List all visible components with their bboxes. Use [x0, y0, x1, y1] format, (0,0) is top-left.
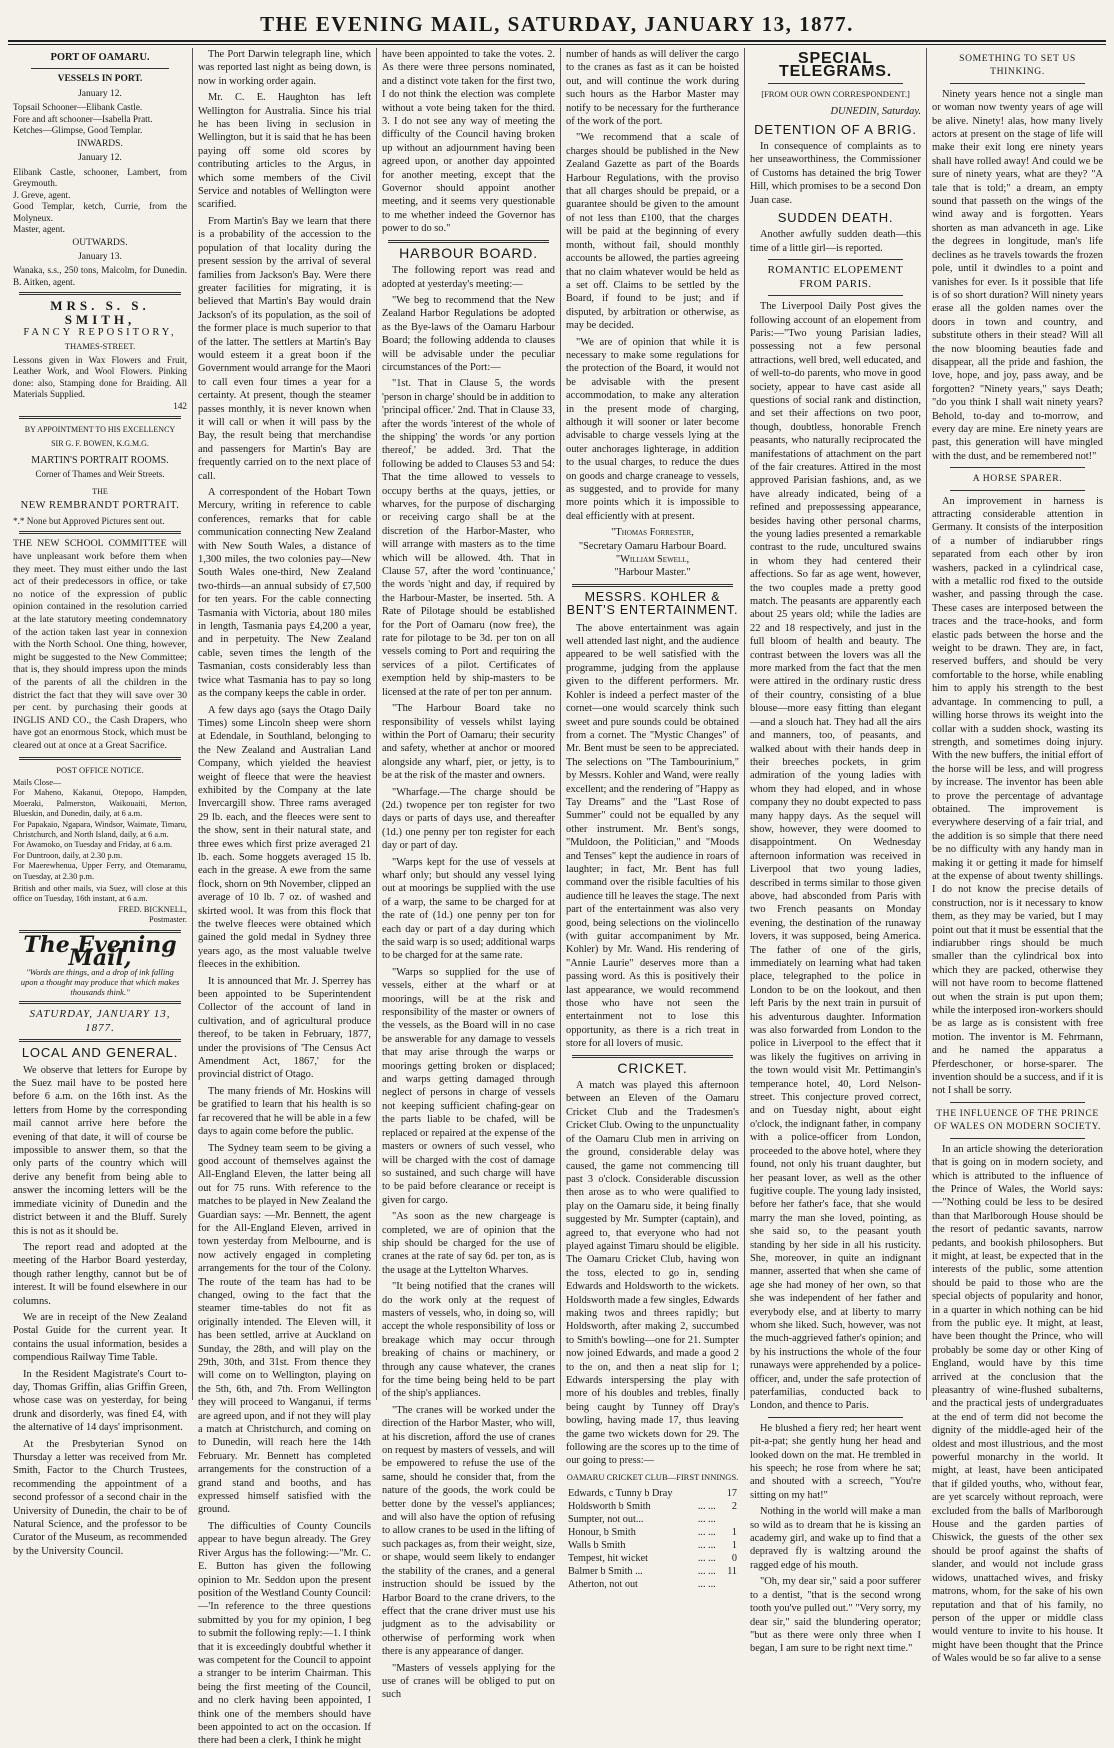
article-paragraph: The Liverpool Daily Post gives the following account of an elopement from Paris:—"Two young Parisian ladies, possessing not a few personal attractions, well bred, well educated, and of well-to-do parents, who move in good society, appear to have cast aside all questions of social rank and distinction, and set their affections on two poor, though, doubtless, honorable French peasants, who naturally reciprocated the manifestations of attachment on the part of the fair creatures. Attired in the most approved Parisian fashions, and, as we have already indicated, being of a refined and prepossessing appearance, besides having other personal charms, the young ladies presented a remarkable contrast to the rude, uncultured swains in whom they had centered their affections. So far as age went, however, the two couples made a pretty good match. The peasants are apparently each about 25 years old; while the ladies are 22 and 18 respectively, and just in the full bloom of health and beauty. The contrast between the lovers was all the more marked from the fact that the men were attired in the ordinary rustic dress of their country, consisting of a blue blouse—more easy fitting than elegant—and a slouch hat. They had all the airs and manners, too, of peasants, and walked about with their hands deep in their breeches pockets, in grim admiration of the young ladies with whom they had eloped, and in whose company they no doubt expected to pass many happy days. As the sequel will show, however, they were doomed to disappointment. On Wednesday afternoon information was received in Liverpool that two young ladies, described in terms similar to those given above, had absconded from Paris with two French peasants on Monday evening, the destination of the runaway lovers, it was supposed, being America. The father of one of the girls, immediately on learning what had taken place, telegraphed to the police in London to be on the lookout, and then left Paris by the next train in pursuit of his adventurous daughter. Information was also forwarded from London to the police in Liverpool to the effect that it was likely the fugitives on arriving in the town would visit Mr. Pettimangin's temperance hotel, 40, Lord Nelson-street. This conjecture proved correct, and on Tuesday night, about eight o'clock, the indignant father, in company with a police-officer from London, proceeded to the above hotel, where they found, not only his truant daughter, but her peasant lover, as well as the other fugitive couple. The young lady insisted, before her father's face, that she would marry the man she loved, pointing, as she said so, to the peasant youth standing by her side in all his rusticity. She, moreover, in quite an indignant manner, asserted that when she came of age she had money of her own, so that she was independent of her father and everybody else, and at liberty to marry whom she liked. Such, however, was not the much-aggrieved father's opinion; and by his instructions the whole of the four runaways were apprehended by a police-officer, and, under the safe protection of paterfamilias, conducted back to London, and thence to Paris. [750, 301, 921, 1412]
masthead-rule [8, 40, 1106, 42]
runs: 1 [731, 1527, 737, 1539]
column-3 [376, 48, 560, 1701]
runs [722, 1513, 739, 1526]
table-row [566, 1513, 739, 1526]
table-row [566, 1578, 739, 1591]
post-item: For Awamoko, on Tuesday and Friday, at 6 a.m. [13, 840, 173, 850]
article-paragraph: In an article showing the deterioration that is going on in modern society, and which is attributed to the influence of the Prince of Wales, the World says:—"Nothing could be less to be desired than that Marlborough House should be the resort of pedantic savants, narrow pedants, and bookish philosophers. But it might, at least, be expected that in the interests of the public, some attention should be paid to those who are the special objects of popularity and honor, in a quarter in which nothing can be hid from the public eye. It might, at least, have been thought the Prince, who will probably be some day or other King of England, would have by this time arrived at the conclusion that the pleasantry of wine-flushed subalterns, and the practical jests of undergraduates at the end of term did not become the dignity of the middle-aged heir of the oldest and most illustrious, and the most powerful monarchy in the world. It might, at least, have been anticipated that if gilded youths, who, without fear, are yet scarcely without reproach, were excluded from the balls of Marlborough House and the garden parties of Chiswick, the guests of the other sex should be proof against the shafts of slander, and would not include grass widows, unattached wives, and frisky matrons, whom, for the sake of his own reputation and that of his family, no person of the upper or middle class would venture to invite to his house. It might have been thought that the Prince of Wales would be so far alive to a sense [932, 1143, 1103, 1665]
article-paragraph: Another awfully sudden death—this time of a little girl—is reported. [750, 229, 921, 254]
harbour-heading: HARBOUR BOARD. [399, 244, 538, 261]
martin-advert [13, 423, 187, 527]
runs: 11 [727, 1566, 737, 1578]
article-paragraph: "Masters of vessels applying for the use of cranes will be obliged to put on such [382, 1662, 555, 1701]
governor-line: SIR G. F. BOWEN, K.G.M.G. [51, 438, 149, 448]
smith-title: MRS. S. S. SMITH, [50, 298, 150, 327]
dots: ... ... [697, 1553, 716, 1565]
batsman: Balmer b Smith ... [568, 1566, 643, 1578]
runs: 0 [731, 1553, 737, 1565]
signature: "Thomas Forrester, [611, 527, 694, 539]
martin-title: MARTIN'S PORTRAIT ROOMS. [31, 455, 169, 467]
postmaster-name: FRED. BICKNELL, [118, 904, 187, 914]
article-paragraph: We observe that letters for Europe by the Suez mail have to be posted here before 6 a.m. on the 16th inst. As the letters from Home by the corresponding mail cannot arrive here before the evening of that date, it will of course be impossible to answer them, so that the only parts of the country which will derive any benefit from being able to answer the incoming letters will be the immediate vicinity of Dunedin and the district between it and the Bluff. Surely this is not as it should be. [13, 1064, 187, 1237]
smith-advert [13, 299, 187, 412]
article-paragraph: "1st. That in Clause 5, the words 'person in charge' should be in addition to 'principal officer.' 2nd. That in Clause 33, after the words 'interest of the whole of the shipping' the words 'or any portion thereof,' be added. 3rd. That the following be added to Clauses 53 and 54: That the time allowed to vessels to occupy berths at the quays, jetties, or wharves, for the purpose of discharging or receiving cargo shall be at the discretion of the Harbor-Master, who will arrange with masters as to the time which will be allowed. 4th. That in Clause 57, after the word 'continuance,' the words 'night and day, if required by the Harbour-Master, be inserted. 5th. A Rate of Pilotage should be established for the Port of Oamaru (now free), the rate for pilotage to be 3d. per ton on all vessels coming to Port and requiring the services of a pilot. Certificates of exemption held by ship-masters to be licensed at the rate of per ton per annum. [382, 378, 555, 698]
column-6 [926, 48, 1108, 1665]
table-row [566, 1500, 739, 1513]
smith-number: 142 [173, 400, 187, 411]
article-paragraph: It is announced that Mr. J. Sperrey has been appointed to be Superintendent Collector of the account of land in cultivation, and of agricultural produce thereof, to be taken in February, 1877, under the provisions of 'The Census Act Amendment Act, 1867,' for the provincial district of Otago. [198, 975, 371, 1081]
divider [950, 1102, 1085, 1103]
divider [768, 295, 903, 296]
dunedin-dateline: DUNEDIN, Saturday. [830, 106, 921, 118]
divider [388, 240, 549, 243]
article-paragraph: number of hands as will deliver the cargo to the cranes as fast as it can be hoisted out, and will continue the work during such hours as the Harbor Master may notify to be necessary for the furtherance of the work of the port. [566, 49, 739, 128]
column-5 [744, 48, 926, 1655]
article-paragraph: A few days ago (says the Otago Daily Times) some Lincoln sheep were shorn at Edendale, in Southland, belonging to the New Zealand and Australian Land Company, which yielded the heaviest weight of fleece that were the heaviest exhibited by the Company at the late Invercargill show. Three rams averaged 29 lb. each, and the fleeces were sent to the show, sent in their natural state, and three ewes which first prize averaged 21 lb. each. Some hoggets averaged 15 lb. each in the grease. A ewe from the same flock, shorn on 9th November, clipped an average of 10 lb. 7 oz. of washed and skirted wool. It was from this flock that the twelve fleeces were obtained which gained the gold medal in Sydney three years ago, as the most valuable twelve fleeces in the exhibition. [198, 704, 371, 971]
smith-street: THAMES-STREET. [64, 340, 136, 351]
divider [19, 757, 181, 760]
batsman: Edwards, c Tunny b Dray [568, 1488, 673, 1500]
divider [572, 584, 733, 587]
port-heading: PORT OF OAMARU. [50, 52, 150, 63]
dots: ... ... [697, 1540, 716, 1552]
article-paragraph: "As soon as the new chargeage is completed, we are of opinion that the ship should be charged for the use of cranes at the rate of say 6d. per ton, as is the usage at the Lyttelton Wharves. [382, 1211, 555, 1276]
article-paragraph: "Oh, my dear sir," said a poor sufferer to a dentist, "that is the second wrong tooth you've pulled out." "Very sorry, my dear sir," said the blundering operator; "but as there were only three when I began, I am sure to be right next time." [750, 1576, 921, 1655]
smith-body: Lessons given in Wax Flowers and Fruit, Leather Work, and Wool Flowers. Pinking done: also, Stamping done for Braiding. All Materials Supplied. [13, 354, 187, 400]
article-paragraph: "We recommend that a scale of charges should be published in the New Zealand Gazette as part of the Boards Harbour Regulations, with the proviso that all charges should be prepaid, or a guarantee should be given to the amount of not less than £100, that the charges will be paid at the beginning of every month, without fail, should monthly accounts be allowed, the parties agreeing that no claim whatever would be held as a set off. Claims to be settled by the Board, if found to be just; and if disputed, by arbitration or otherwise, as may be decided. [566, 132, 739, 332]
divider [950, 1138, 1085, 1139]
smith-subtitle: FANCY REPOSITORY, [23, 327, 177, 339]
scorecard [566, 1487, 739, 1591]
sudden-death-heading: SUDDEN DEATH. [777, 210, 894, 226]
dots: ... ... [697, 1566, 716, 1578]
special-telegrams-heading: SPECIAL TELEGRAMS. [779, 50, 892, 81]
school-committee-advert: THE NEW SCHOOL COMMITTEE will have unpleasant work before them when they meet. They must either undo the last act of their predecessors in office, or take no notice of the expression of public opinion contained in the resolution carried at the late statutory meeting condemnatory of the action taken last year in connexion with the North School. One thing, however, might be suggested to the New Committee; that is, they should impress upon the minds of the parents of all the children in the district the fact that they will save over 30 per cent. by purchasing their goods at INGLIS AND CO., the Cash Drapers, who have got an enormous Stock, which must be cleared out at once at a Great Sacrifice. [13, 538, 187, 751]
article-paragraph: Mr. C. E. Haughton has left Wellington for Australia. Since his trial he has been living in seclusion in Wellington, but it is said that he has been paying off some old scores by contributing articles to the Argus, in which some members of the Civil Service and notables of Wellington were scarified. [198, 92, 371, 211]
divider [572, 1055, 733, 1058]
table-row [566, 1526, 739, 1539]
article-paragraph: "Wharfage.—The charge should be (2d.) twopence per ton register for two days or parts of days use, and thereafter (1d.) one penny per ton register for each day or part of day. [382, 786, 555, 852]
innings-heading: OAMARU CRICKET CLUB—FIRST INNINGS. [566, 1471, 739, 1482]
kohler-heading: MESSRS. KOHLER & BENT'S ENTERTAINMENT. [566, 589, 739, 618]
correspondent-line: [FROM OUR OWN CORRESPONDENT.] [761, 88, 910, 99]
post-item: For Papakaio, Ngapara, Windsor, Waimate, Timaru, Christchurch, and North Island, daily, at 6 a.m. [13, 819, 187, 839]
divider [19, 292, 181, 295]
divider [768, 259, 903, 260]
article-paragraph: "Warps kept for the use of vessels at wharf only; but should any vessel lying out at moorings be supplied with the use of a warp, the same to be charged for at the rate of (1d.) one penny per ton for each day or part of a day during which the said warp is so used; additional warps to be charged for at the same rate. [382, 856, 555, 962]
vessels-date: January 12. [78, 88, 122, 99]
article-paragraph: A match was played this afternoon between an Eleven of the Oamaru Cricket Club and the Tradesmen's Cricket Club. Owing to the unpunctuality of the Oamaru Club men in arriving on the ground, considerable delay was caused, the game not commencing till past 3 o'clock. Considerable discussion then arose as to who were qualified to play on the Oamaru side, it being finally suggested by Mr. Sumpter (captain), and agreed to, that everyone who had not played against Timaru should be eligible. The Oamaru Cricket Club, having won the toss, elected to go in, sending Edwards and Holdsworth to the wickets. Holdsworth made a few singles, Edwards making twos and threes rapidly; but Holdsworth, after making 2, succumbed to Smith's bowling—one for 21. Sumpter now joined Edwards, and made a good 2 to the on, and then a neat slip for 1; Edwards interspersing the play with more of his doubles and trebles, finally being caught by Tunney off Dray's bowling, having made 17, thus leaving the game two wickets down for 29. The following are the scores up to the time of our going to press:— [566, 1080, 739, 1467]
article-paragraph: The Port Darwin telegraph line, which was reported last night as being down, is now in working order again. [198, 49, 371, 87]
something-heading: SOMETHING TO SET US THINKING. [959, 53, 1076, 78]
article-paragraph: The following report was read and adopted at yesterday's meeting:— [382, 265, 555, 290]
article-paragraph: "We beg to recommend that the New Zealand Harbor Regulations be adopted as the Bye-laws of the Oamaru Harbour Board; the following addenda to clauses will be advisable under the peculiar circumstances of the Port:— [382, 294, 555, 373]
prince-heading: THE INFLUENCE OF THE PRINCE OF WALES ON MODERN SOCIETY. [934, 1107, 1101, 1133]
article-paragraph: We are in receipt of the New Zealand Postal Guide for the current year. It contains the usual information, besides a compendious Railway Time Table. [13, 1311, 187, 1364]
post-office-notice [13, 778, 187, 926]
inwards-heading: INWARDS. [77, 138, 123, 149]
article-paragraph: "It being notified that the cranes will do the work only at the request of masters of vessels, who, in doing so, will accept the whole responsibility of loss or breakage which may occur through breaking of chains or machinery, or through any cause whatever, the cranes for the time being being held to be part of the ship's appliances. [382, 1281, 555, 1400]
batsman: Holdsworth b Smith [568, 1501, 651, 1513]
masthead-rule-thin [8, 44, 1106, 45]
runs: 17 [726, 1488, 737, 1500]
article-paragraph: In the Resident Magistrate's Court to-day, Thomas Griffin, alias Griffin Green, whose case was on yesterday, for being drunk and disorderly, was fined £4, with the alternative of 14 days' imprisonment. [13, 1368, 187, 1434]
article-paragraph: "Warps so supplied for the use of vessels, either at the wharf or at moorings, will be at the risk and responsibility of the master or owners of the vessels, as the Board will in no case be answerable for any damage to vessels that may arise through the warps or moorings getting broken or displaced; and warps getting damaged through neglect of persons in charge of vessels not keeping sufficient chafing-gear on the parts liable to be chafed, will be replaced or repaired at the expense of the masters or owners of such vessel, who will be charged with the cost of damage so sustained, and such charge will have to be paid before clearance or receipt is given for cargo. [382, 966, 555, 1206]
divider [19, 416, 181, 419]
divider [950, 467, 1085, 468]
paper-name: The Evening Mail, [23, 931, 177, 971]
signature-title: "Secretary Oamaru Harbour Board. [578, 540, 727, 552]
outwards-date: January 13. [78, 251, 122, 262]
detention-heading: DETENTION OF A BRIG. [754, 121, 917, 137]
batsman: Sumpter, not out... [568, 1514, 644, 1526]
divider [19, 531, 181, 534]
approved-note: *.* None but Approved Pictures sent out. [13, 515, 165, 526]
divider [768, 1417, 903, 1418]
batsman: Tempest, hit wicket [568, 1553, 648, 1565]
article-paragraph: An improvement in harness is attracting considerable attention in Germany. It consists of the interposition of a number of indiarubber rings separated from each other by iron washers, packed in a cylindrical case, with a metallic rod fixed to the outside washer, and passing through the case. These cases are interposed between the traces and the trace-hooks, and form elastic pads between the horse and the weight to be drawn. They are, in fact, reserved buffers, and should be very comfortable to the horse, while enabling him to apply his strength to the best advantage. In commencing to pull, a willing horse throws its weight into the collar with a sudden shock, wasting its strength, and sometimes doing injury. With the new buffers, the initial effort of the horse will be less, and will progress by increase. The inventor has been able to prove the percentage of advantage obtained. The improvement is everywhere deserving of a fair trial, and the addition is so simple that there need be no difficulty with any handy man in making it or getting it made for himself at the expense of about twenty shillings. I do not know the precise details of construction, nor is it necessary to know them, as they may be varied, but I may point out that it must be essential that the indiarubber rings should be much smaller than the cylindrical box into which they are packed, otherwise they will not have room to become flattened out when the strain is put upon them; while the interposed iron-workers should be as large as is consistent with free motion. The inventor is M. Fehrmann, and he named the apparatus a Pferdeschoner, or horse-sparer. The invention should be a success, and if it is not I shall be sorry. [932, 495, 1103, 1097]
table-row [566, 1565, 739, 1578]
the-label: THE [92, 487, 108, 497]
article-paragraph: The Sydney team seem to be giving a good account of themselves against the All-England Eleven, the latter being all out for 75 runs. With reference to the matches to be played in New Zealand the Guardian says: —Mr. Bennett, the agent for the All-England Eleven, arrived in town yesterday from Melbourne, and is now actively engaged in completing arrangements for the tour of the Colony. The route of the team has had to be changed, owing to the fact that the steamer time-tables do not fit as originally intended. The Eleven will, it has been settled, arrive at Auckland on Sunday, the 28th, and will play on the 29th, 30th, and 31st. From thence they will come on to Wellington, playing on the 5th, 6th, and 7th. From Wellington they will proceed to Wanganui, if terms are agreed upon, and if not they will play a match at Christchurch, and coming on to Dunedin, will reach here the 14th February. Mr. Bennett has completed arrangements for the construction of a grand stand and booths, and has expressed himself satisfied with the ground. [198, 1142, 371, 1516]
divider [950, 490, 1085, 491]
local-heading: LOCAL AND GENERAL. [21, 1045, 179, 1061]
article-paragraph: Ninety years hence not a single man or woman now twenty years of age will be alive. Ninety! alas, how many lively actors at present on the stage of life will make their exit long ere ninety years shall have rolled away! And could we be sure of ninety years, what are they? "A tale that is told;" a dream, an empty sound that passeth on the wings of the wind away and is forgotten. Years shorten as man advanceth in age. Like the degrees in longitude, man's life declines as he travels towards the frozen pole, until it dwindles to a point and vanishes for ever. Is it possible that life is of so short duration? Will ninety years erase all the golden names over the doors in town and country, and substitute others in their stead? Will all the now blooming beauties fade and disappear, all the pride and fashion, the love, hope, and joy, pass away, and be forgotten? "Ninety years," says Death; "do you think I shall wait ninety years? Behold, to-day and to-morrow, and every day are mine. Ere ninety years are past, this generation will have mingled with the dust, and be remembered not!" [932, 88, 1103, 462]
post-item: For Maheno, Kakanui, Otepopo, Hampden, Moeraki, Palmerston, Waikouaiti, Merton, Blueskin, and Dunedin, daily, at 6 a.m. [13, 788, 187, 819]
batsman: Atherton, not out [568, 1579, 638, 1591]
dots: ... ... [697, 1527, 716, 1539]
outwards-heading: OUTWARDS. [72, 237, 128, 248]
post-item: For Duntroon, daily, at 2.30 p.m. [13, 850, 123, 860]
divider [19, 1039, 181, 1042]
runs [722, 1578, 739, 1591]
rembrandt-title: NEW REMBRANDT PORTRAIT. [20, 499, 180, 511]
article-paragraph: A correspondent of the Hobart Town Mercury, writing in reference to cable conferences, remarks that for cable communication connecting New Zealand with New South Wales, a distance of 1,300 miles, the two colonies pay—New South Wales one-third, New Zealand two-thirds—an annual subsidy of £7,500 for ten years. For the cable connecting Tasmania with Victoria, about 180 miles in length, Tasmania pays £4,200 a year, and in perpetuity. The New Zealand cable, seven times the length of the Tasmanian, costs considerably less than twice what Tasmania has to pay so long as the company keeps the cable in order. [198, 487, 371, 700]
divider [768, 83, 903, 84]
article-paragraph: The report read and adopted at the meeting of the Harbor Board yesterday, though rather lengthy, cannot but be of interest. It will be found elsewhere in our columns. [13, 1241, 187, 1307]
vessels-heading: VESSELS IN PORT. [57, 74, 143, 85]
signature-title: "Harbour Master." [614, 567, 691, 579]
appointment-line: BY APPOINTMENT TO HIS EXCELLENCY [24, 425, 176, 435]
dots: ... ... [697, 1579, 716, 1591]
article-paragraph: In consequence of complaints as to her unseaworthiness, the Commissioner of Customs has detained the brig Tower Hill, which promises to be a second Don Juan case. [750, 141, 921, 206]
article-paragraph: He blushed a fiery red; her heart went pit-a-pat; she gently hung her head and looked down on the mat. He trembled in his speech; he rose from where he sat; and shouted with a screech, "You're sitting on my hat!" [750, 1422, 921, 1501]
article-paragraph: Nothing in the world will make a man so wild as to dream that he is kissing an academy girl, and wake up to find that a depraved fly is waltzing around the ragged edge of his mouth. [750, 1506, 921, 1571]
article-paragraph: The difficulties of County Councils appear to have begun already. The Grey River Argus has the following:—"Mr. C. E. Button has given the following opinion to Mr. Seddon upon the present position of the Westland County Council:—'In reference to the three questions submitted by you for my opinion, I beg to submit the following reply:—1. I think that it is exceedingly doubtful whether it was competent for the Council to appoint a stranger to be interim Chairman. This being the first meeting of the Council, and no clerk having been appointed, I think one of the members should have been appointed to act on the occasion. If there had been a clerk, I think he might [198, 1520, 371, 1747]
vessels-list: Topsail Schooner—Elibank Castle. Fore and aft schooner—Isabella Pratt. Ketches—Glimpse, Good Templar. [13, 102, 153, 136]
outwards-list: Wanaka, s.s., 250 tons, Malcolm, for Dunedin. B. Aitken, agent. [13, 265, 187, 287]
article-paragraph: "We are of opinion that while it is necessary to make some regulations for the protection of the Board, it would not be advisable with the present accommodation, to make any alteration in the present mode of charging, although it will sooner or later become advisable to charge vessels lying at the outer anchorages lighterage, in addition to the usual charges, to reduce the dues on goods and charge craneage to vessels, as suggested, and to provide for many more points which it is impossible to deal efficiently with at present. [566, 336, 739, 522]
runs: 1 [731, 1540, 737, 1552]
mails-close-label: Mails Close— [13, 777, 62, 787]
cricket-heading: CRICKET. [617, 1059, 688, 1076]
post-item: For Maerewhenua, Upper Ferry, and Otemaramu, on Tuesday, at 2.30 p.m. [13, 861, 187, 881]
batsman: Walls b Smith [568, 1540, 626, 1552]
column-1 [8, 48, 192, 1557]
table-row [566, 1487, 739, 1500]
signature: "William Sewell, [615, 554, 690, 566]
article-paragraph: From Martin's Bay we learn that there is a probability of the accession to the population of that locality during the present session by the arrival of several families from Jackson's Bay. Were there greater facilities for migrating, it is believed that Martin's Bay would drain Jackson's of its population, as the soil of the former place is much superior to that of the latter. The settlers at Martin's Bay would esteem it a great boon if the Government would arrange for the Maori to call even four times a year for a certainty. At present, though the steamer passes monthly, it is never known when it will call or when it will pass by the Bay, the result being that merchandise and passengers for Martin's Bay are frequently carried on to the next place of call. [198, 215, 371, 482]
article-paragraph: "The Harbour Board take no responsibility of vessels whilst laying within the Port of Oamaru; their security and safety, whether at anchor or moored alongside any wharf, pier, or jetty, is to be at the risk of the master and owners. [382, 703, 555, 782]
dots: ... ... [697, 1514, 716, 1526]
inwards-date: January 12. [78, 153, 122, 164]
dateline: SATURDAY, JANUARY 13, 1877. [29, 1008, 171, 1034]
inwards-list: Elibank Castle, schooner, Lambert, from Greymouth. J. Greve, agent. Good Templar, ketch, Currie, from the Molyneux. Master, agent. [13, 166, 187, 235]
table-row [566, 1552, 739, 1565]
batsman: Honour, b Smith [568, 1527, 636, 1539]
horse-sparer-heading: A HORSE SPARER. [972, 473, 1063, 485]
article-paragraph: The above entertainment was again well attended last night, and the audience appeared to be well satisfied with the programme, judging from the applause given to the different performers. Mr. Kohler is indeed a perfect master of the cornet—one would scarcely think such sweet and pure sounds could be obtained from a cornet. The "Mystic Changes" of Mr. Bent must be seen to be appreciated. The selections on "The Tambourinium," by Messrs. Kohler and Wand, were really excellent; and the rendering of "Happy as Tay Dreams" and the "Last Rose of Summer" could not be equalled by any other instrument. Mr. Bent's songs, "Muldoon, the Politician," and "Moods and Tenses" kept the audience in roars of laughter; in fact, Mr. Bent has full command over the risible faculties of his audience till he leaves the stage. The next part of the entertainment was also very good, being selections on the violincello (with guitar accompaniment by Mr. Kohler) by Mr. Wand. His rendering of "Annie Laurie" deserves more than a passing word. As this is positively their last appearance, we would recommend those who have not seen the entertainment not to lose this opportunity, as there is a rich treat in store for all lovers of music. [566, 622, 739, 1050]
divider [19, 1001, 181, 1004]
divider [31, 68, 169, 69]
article-paragraph: have been appointed to take the votes. 2. As there were three persons nominated, and a distinct vote taken for the first two, I do not think the election was complete without a vote being taken for the third. 3. I do not see any way of meeting the difficulty of the Council having broken up without an adjournment having been agreed upon, or another day appointed for another meeting, except that the Governor should appoint another meeting, and it seems very questionable to me whether indeed the Governor has power to do so." [382, 49, 555, 235]
dots: ... ... [697, 1501, 716, 1513]
runs: 2 [731, 1501, 737, 1513]
article-paragraph: The many friends of Mr. Hoskins will be gratified to learn that his health is so far recovered that he will be able in a few days to again come before the public. [198, 1085, 371, 1138]
divider [950, 83, 1085, 84]
post-office-heading: POST OFFICE NOTICE. [56, 764, 144, 775]
martin-address: Corner of Thames and Weir Streets. [35, 468, 165, 479]
article-paragraph: "The cranes will be worked under the direction of the Harbor Master, who will, at his discretion, afford the use of cranes on request by masters of vessels, and will be empowered to refuse the use of the same, should he consider that, from the nature of the goods, the work could be better done by the vessel's appliances; and will also have the option of refusing to allow cranes to be used in the lifting of such packages as, from their weight, size, or shape, would seem likely to endanger the stability of the cranes, and a general instruction should be issued by the Harbor Board to the crane drivers, to the effect that the crane driver must use his judgment as to the advisability or otherwise of performing work when there is any appearance of danger. [382, 1404, 555, 1658]
column-2 [192, 48, 376, 1747]
british-mails: British and other mails, via Suez, will close at this office on Tuesday, 16th instant, at 6 a.m. [13, 883, 187, 904]
romantic-heading: ROMANTIC ELOPEMENT FROM PARIS. [767, 264, 904, 290]
table-row [566, 1539, 739, 1552]
postmaster-title: Postmaster. [148, 915, 187, 925]
masthead: THE EVENING MAIL, SATURDAY, JANUARY 13, 1877. [260, 12, 854, 36]
dots [696, 1487, 722, 1500]
paper-motto: "Words are things, and a drop of ink falling upon a thought may produce that which makes thousands think." [20, 967, 180, 998]
column-4 [560, 48, 744, 1591]
article-paragraph: At the Presbyterian Synod on Thursday a letter was received from Mr. Smith, Factor to the Church Trustees, recommending the appointment of a second professor of a second chair in the University of Dunedin, the chair to be of Natural Science, and the professor to be Curator of the Museum, as recommended by the University Council. [13, 1438, 187, 1557]
